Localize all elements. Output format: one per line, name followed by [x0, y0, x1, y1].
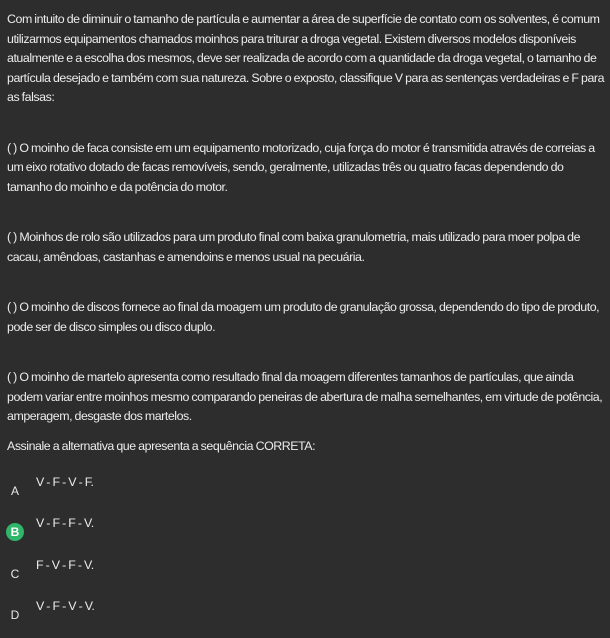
- option-b-text: V - F - F - V.: [36, 516, 94, 530]
- statement-2: ( ) Moinhos de rolo são utilizados para um produto final com baixa granulometria, mais utilizado para moer polpa de cacau, amêndoas, castanhas e amendoins e menos usual na pecuária.: [7, 230, 581, 264]
- option-c-letter: C: [10, 567, 20, 581]
- option-d[interactable]: [6, 600, 586, 630]
- option-b[interactable]: [6, 517, 586, 547]
- option-a-letter: A: [10, 484, 19, 498]
- option-a[interactable]: [6, 476, 586, 506]
- option-b-letter-selected: B: [6, 523, 24, 541]
- option-a-text: V - F - V - F.: [36, 475, 94, 489]
- option-d-letter: D: [10, 608, 20, 622]
- option-c[interactable]: [6, 559, 586, 589]
- statement-1: ( ) O moinho de faca consiste em um equipamento motorizado, cuja força do motor é transmitida através de correias a um eixo rotativo dotado de facas removíveis, sendo, geralmente, utilizadas três ou quatro facas dependendo do tamanho do moinho e da potência do motor.: [7, 140, 595, 194]
- question-prompt: Assinale a alternativa que apresenta a sequência CORRETA:: [7, 438, 316, 453]
- question-intro: Com intuito de diminuir o tamanho de partícula e aumentar a área de superfície de contato com os solventes, é comum utilizarmos equipamentos chamados moinhos para triturar a droga vegetal. Existem diversos modelos disponíveis atualmente e a escolha dos mesmos, deve ser realizada de acordo com a quantidade da droga vegetal, o tamanho de partícula desejado e também com sua natureza. Sobre o exposto, classifique V para as sentenças verdadeiras e F para as falsas:: [7, 12, 605, 104]
- option-c-text: F - V - F - V.: [36, 558, 94, 572]
- statement-3: ( ) O moinho de discos fornece ao final da moagem um produto de granulação grossa, dependendo do tipo de produto, pode ser de disco simples ou disco duplo.: [7, 300, 600, 334]
- question-block: [7, 10, 605, 456]
- statement-4: ( ) O moinho de martelo apresenta como resultado final da moagem diferentes tamanhos de partículas, que ainda podem variar entre moinhos mesmo comparando peneiras de abertura de malha semelhantes, em virtude de potência, amperagem, desgaste dos martelos.: [7, 370, 603, 423]
- option-d-text: V - F - V - V.: [36, 599, 95, 613]
